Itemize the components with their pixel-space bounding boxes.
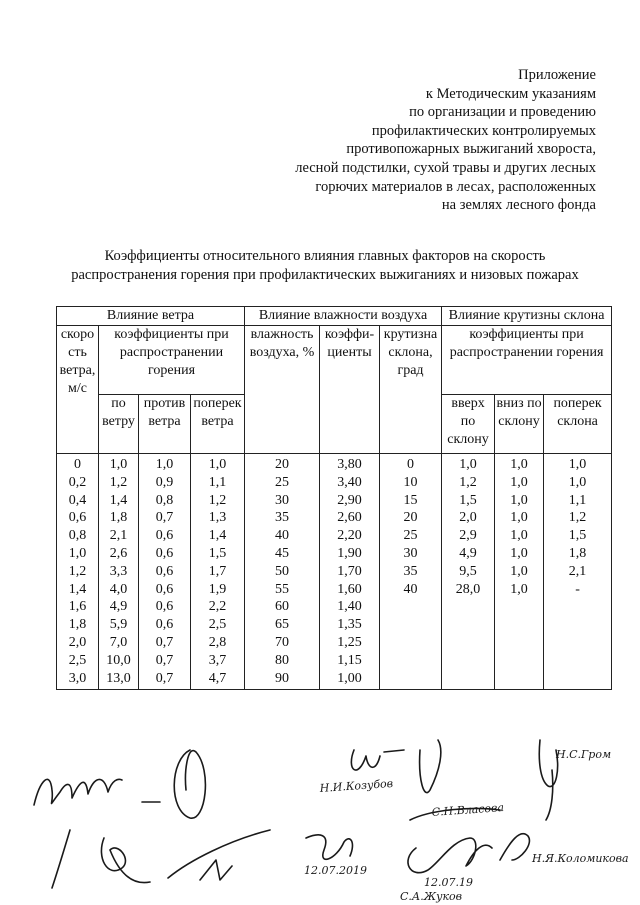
appendix-header [176, 66, 596, 215]
header-line: распространении горения [449, 345, 604, 360]
slope-coef-header [442, 326, 612, 395]
table-cell: 1,6 [68, 599, 87, 615]
appendix-line: профилактических контролируемых [371, 122, 596, 139]
document-title [40, 247, 610, 285]
table-cell: 2,6 [109, 545, 128, 561]
header-line: склону [498, 414, 540, 429]
header-line: влажность [250, 327, 314, 342]
header-line: м/с [68, 381, 87, 396]
header-line: коэффи- [324, 327, 375, 342]
signature-note: 12.07.2019 [304, 864, 367, 877]
header-line: коэффициенты при [114, 327, 229, 342]
header-line: поперек [193, 396, 242, 411]
table-cell: 2,2 [208, 599, 227, 615]
title-line: Коэффициенты относительного влияния главных факторов на скорость [104, 248, 546, 264]
appendix-line: по организации и проведению [409, 104, 596, 121]
signatures-area [0, 710, 640, 905]
table-cell: 30 [275, 492, 290, 508]
table-cell: 1,35 [337, 617, 362, 633]
table-cell: 1,0 [568, 457, 587, 472]
table-cell: 1,0 [510, 474, 528, 490]
table-cell: 1,0 [510, 528, 528, 544]
table-cell: 1,0 [459, 457, 477, 472]
table-cell: 1,7 [208, 563, 227, 579]
table-cell: 1,0 [109, 457, 128, 472]
appendix-line: к Методическим указаниям [425, 85, 596, 102]
table-cell: 0,6 [155, 599, 174, 615]
table-cell: 1,70 [337, 563, 362, 579]
wind-group-header: Влияние ветра [57, 307, 245, 326]
table-cell: 45 [275, 545, 290, 561]
header-line: склона, [388, 345, 433, 360]
table-cell: 3,7 [208, 652, 227, 668]
table-cell: 10,0 [106, 652, 131, 668]
header-line: скоро [60, 327, 95, 342]
across-slope-column [544, 454, 612, 690]
signature-note: Н.И.Козубов [319, 776, 394, 795]
table-cell: 1,2 [208, 492, 227, 508]
table-cell: 35 [403, 563, 418, 579]
across-wind-header [191, 395, 245, 454]
table-cell: 4,9 [459, 545, 477, 561]
signature-mark [306, 835, 352, 859]
signature-note: С.Н.Власова [431, 800, 505, 819]
along-wind-header [99, 395, 139, 454]
table-cell: 4,0 [109, 581, 128, 597]
table-cell: 4,7 [208, 670, 227, 686]
table-cell: 1,4 [109, 492, 128, 508]
header-line: по [111, 396, 126, 411]
table-cell: 1,2 [568, 510, 587, 526]
header-line: ветра [201, 414, 234, 429]
signature-note: Н.С.Гром [556, 748, 612, 761]
header-line: склону [447, 432, 489, 447]
humidity-coef-header [320, 326, 380, 454]
against-wind-header [139, 395, 191, 454]
table-cell: 2,5 [208, 617, 227, 633]
table-cell: 25 [275, 474, 290, 490]
header-line: против [143, 396, 186, 411]
header-line: вниз по [496, 396, 542, 411]
table-cell: 3,80 [337, 457, 362, 472]
table-cell: 0,7 [155, 670, 174, 686]
signature-note: 12.07.19 [424, 876, 473, 889]
table-cell: 0 [74, 457, 81, 472]
slope-steepness-header [380, 326, 442, 454]
table-cell: 0,4 [68, 492, 87, 508]
table-cell: 1,0 [510, 545, 528, 561]
table-cell: 1,0 [208, 457, 227, 472]
table-cell: 1,0 [510, 457, 528, 472]
humidity-coef-column [320, 454, 380, 690]
table-cell: 55 [275, 581, 290, 597]
header-line: циенты [327, 345, 372, 360]
title-line: распространения горения при профилактических выжиганиях и низовых пожарах [71, 267, 579, 283]
table-cell: 1,2 [68, 563, 87, 579]
against-wind-column [139, 454, 191, 690]
table-cell: 35 [275, 510, 290, 526]
humidity-group-header: Влияние влажности воздуха [245, 307, 442, 326]
coefficients-table [56, 306, 612, 690]
signature-mark [408, 838, 492, 873]
header-line: ветра [148, 414, 181, 429]
table-cell: 1,4 [208, 528, 227, 544]
table-cell: 13,0 [106, 670, 131, 686]
table-cell: 1,8 [109, 510, 128, 526]
table-cell: 0,6 [155, 545, 174, 561]
signature-mark [351, 750, 404, 770]
header-line: ветру [102, 414, 135, 429]
table-cell: 0,9 [155, 474, 174, 490]
signature-mark [500, 834, 529, 860]
table-cell: 2,60 [337, 510, 362, 526]
signature-note: Н.Я.Коломикова [532, 852, 629, 865]
header-line: сть [68, 345, 87, 360]
table-cell: 80 [275, 652, 290, 668]
header-line: коэффициенты при [469, 327, 584, 342]
appendix-line: лесной подстилки, сухой травы и других лесных [295, 159, 596, 176]
table-cell: 0,6 [155, 563, 174, 579]
appendix-line: противопожарных выжиганий хвороста, [346, 141, 596, 158]
table-cell: 1,2 [109, 474, 128, 490]
slope-steepness-column [380, 454, 442, 690]
table-cell: 9,5 [459, 563, 477, 579]
header-line: горения [147, 363, 196, 378]
humidity-column [245, 454, 320, 690]
header-line: по [460, 414, 476, 429]
signature-mark [34, 779, 122, 805]
table-cell: 1,0 [155, 457, 174, 472]
table-cell: 1,0 [510, 581, 528, 597]
table-cell: 30 [403, 545, 418, 561]
table-cell: 90 [275, 670, 290, 686]
header-line: ветра, [59, 363, 96, 378]
table-cell: 10 [403, 474, 418, 490]
table-cell: 1,4 [68, 581, 87, 597]
table-cell: 20 [403, 510, 418, 526]
signature-note: С.А.Жуков [400, 890, 463, 903]
table-cell: 2,20 [337, 528, 362, 544]
table-cell: 2,5 [68, 652, 87, 668]
table-cell: 0,7 [155, 510, 174, 526]
table-cell: 1,60 [337, 581, 362, 597]
table-cell: 0,6 [155, 617, 174, 633]
table-cell: 60 [275, 599, 290, 615]
table-cell: 0,8 [155, 492, 174, 508]
signature-mark [52, 830, 150, 888]
table-cell: 20 [275, 457, 290, 472]
table-cell: 50 [275, 563, 290, 579]
header-line: град [397, 363, 424, 378]
table-cell: 0,7 [155, 634, 174, 650]
slope-group-header: Влияние крутизны склона [442, 307, 612, 326]
table-cell: 1,1 [568, 492, 587, 508]
table-cell: 3,40 [337, 474, 362, 490]
down-slope-column [495, 454, 544, 690]
table-cell: 1,5 [568, 528, 587, 544]
table-cell: 0,2 [68, 474, 87, 490]
signature-mark [174, 750, 205, 818]
table-cell: 1,9 [208, 581, 227, 597]
table-cell: 3,0 [68, 670, 87, 686]
table-cell: 1,90 [337, 545, 362, 561]
signature-mark [168, 830, 270, 880]
table-cell: 2,1 [109, 528, 128, 544]
table-cell: 2,8 [208, 634, 227, 650]
table-cell: 1,2 [459, 474, 477, 490]
table-cell: 1,8 [568, 545, 587, 561]
table-cell: 1,0 [510, 510, 528, 526]
up-slope-column [442, 454, 495, 690]
table-cell: 28,0 [455, 581, 481, 597]
signature-mark [539, 740, 557, 820]
along-wind-column [99, 454, 139, 690]
header-line: распространении [119, 345, 224, 360]
table-cell: 1,15 [337, 652, 362, 668]
table-cell: 7,0 [109, 634, 128, 650]
table-cell: 25 [403, 528, 418, 544]
appendix-line: на землях лесного фонда [441, 197, 596, 214]
appendix-line: горючих материалов в лесах, расположенных [315, 178, 596, 195]
header-line: склона [557, 414, 598, 429]
table-cell: 3,3 [109, 563, 128, 579]
down-slope-header [495, 395, 544, 454]
appendix-line: Приложение [518, 67, 596, 83]
table-cell: - [575, 581, 580, 597]
humidity-header [245, 326, 320, 454]
up-slope-header [442, 395, 495, 454]
across-wind-column [191, 454, 245, 690]
table-cell: 1,40 [337, 599, 362, 615]
table-cell: 0 [407, 457, 415, 472]
header-line: вверх [451, 396, 485, 411]
wind-coef-header [99, 326, 245, 395]
table-cell: 1,8 [68, 617, 87, 633]
table-cell: 2,0 [68, 634, 87, 650]
table-cell: 0,6 [155, 528, 174, 544]
table-cell: 1,5 [208, 545, 227, 561]
table-cell: 1,0 [510, 492, 528, 508]
table-cell: 1,0 [510, 563, 528, 579]
wind-speed-column [57, 454, 99, 690]
table-cell: 2,1 [568, 563, 587, 579]
table-cell: 0,8 [68, 528, 87, 544]
table-cell: 1,1 [208, 474, 227, 490]
table-cell: 40 [275, 528, 290, 544]
table-cell: 15 [403, 492, 418, 508]
header-line: крутизна [383, 327, 438, 342]
table-cell: 0,6 [68, 510, 87, 526]
table-cell: 2,0 [459, 510, 477, 526]
table-cell: 0,6 [155, 581, 174, 597]
table-cell: 40 [403, 581, 418, 597]
header-line: воздуха, % [249, 345, 315, 360]
table-cell: 1,0 [568, 474, 587, 490]
table-cell: 2,90 [337, 492, 362, 508]
table-cell: 0,7 [155, 652, 174, 668]
table-cell: 1,00 [337, 670, 362, 686]
table-cell: 5,9 [109, 617, 128, 633]
table-cell: 1,25 [337, 634, 362, 650]
table-cell: 2,9 [459, 528, 477, 544]
table-cell: 4,9 [109, 599, 128, 615]
table-cell: 1,5 [459, 492, 477, 508]
table-cell: 1,0 [68, 545, 87, 561]
header-line: поперек [553, 396, 602, 411]
across-slope-header [544, 395, 612, 454]
table-cell: 65 [275, 617, 290, 633]
wind-speed-header [57, 326, 99, 454]
table-cell: 70 [275, 634, 290, 650]
table-cell: 1,3 [208, 510, 227, 526]
